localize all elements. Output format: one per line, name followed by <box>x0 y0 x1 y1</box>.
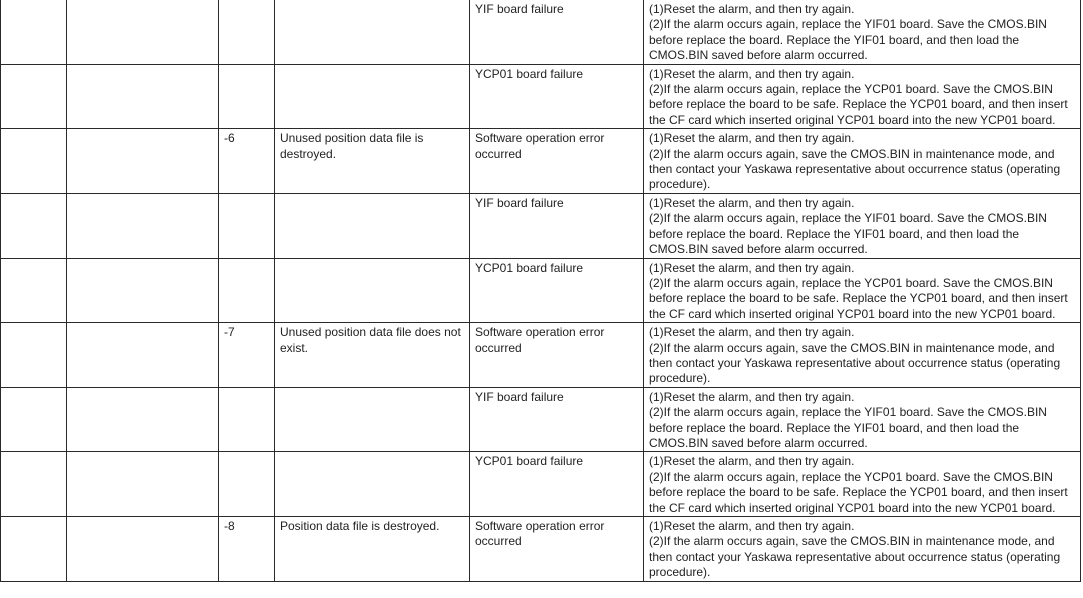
alarm-number-cell <box>1 323 67 388</box>
remedy-line: (2)If the alarm occurs again, save the CMOS.BIN in maintenance mode, and <box>649 340 1055 355</box>
table-row <box>1 323 1081 388</box>
remedy-line: (1)Reset the alarm, and then try again. <box>649 131 855 146</box>
sub-code-cell: -7 <box>219 323 275 388</box>
remedy-line: (2)If the alarm occurs again, save the CMOS.BIN in maintenance mode, and <box>649 146 1055 161</box>
remedy-line: procedure). <box>649 177 711 192</box>
remedy-line: before replace the board. Replace the YIF01 board, and then load the <box>649 32 1020 47</box>
remedy-cell <box>644 452 1081 517</box>
cause-cell: Software operation error occurred <box>470 129 644 194</box>
remedy-line: (2)If the alarm occurs again, save the CMOS.BIN in maintenance mode, and <box>649 534 1055 549</box>
remedy-cell <box>644 0 1081 64</box>
remedy-line: the CF card which inserted original YCP01 board into the new YCP01 board. <box>649 306 1056 321</box>
meaning-cell <box>275 193 470 258</box>
remedy-line: before replace the board. Replace the YIF01 board, and then load the <box>649 420 1020 435</box>
table-row <box>1 452 1081 517</box>
sub-code-cell <box>219 258 275 323</box>
remedy-line: (1)Reset the alarm, and then try again. <box>649 2 855 16</box>
table-row <box>1 258 1081 323</box>
remedy-line: CMOS.BIN saved before alarm occurred. <box>649 242 868 257</box>
sub-code-cell <box>219 64 275 129</box>
table-row <box>1 193 1081 258</box>
alarm-number-cell <box>1 258 67 323</box>
cause-cell: Software operation error occurred <box>470 517 644 582</box>
sub-code-cell <box>219 452 275 517</box>
alarm-number-cell <box>1 0 67 64</box>
cause-cell: YIF board failure <box>470 193 644 258</box>
remedy-line: (1)Reset the alarm, and then try again. <box>649 454 855 469</box>
sub-code-cell <box>219 0 275 64</box>
alarm-number-cell <box>1 193 67 258</box>
alarm-number-cell <box>1 129 67 194</box>
cause-cell: YCP01 board failure <box>470 452 644 517</box>
table-row <box>1 0 1081 64</box>
remedy-line: (2)If the alarm occurs again, replace the YCP01 board. Save the CMOS.BIN <box>649 275 1053 290</box>
sub-code-cell: -8 <box>219 517 275 582</box>
alarm-table-body <box>1 0 1081 582</box>
remedy-cell <box>644 129 1081 194</box>
alarm-name-cell <box>67 452 219 517</box>
remedy-cell <box>644 323 1081 388</box>
remedy-line: before replace the board to be safe. Replace the YCP01 board, and then insert <box>649 291 1068 306</box>
remedy-cell <box>644 64 1081 129</box>
remedy-line: before replace the board. Replace the YIF01 board, and then load the <box>649 226 1020 241</box>
remedy-line: then contact your Yaskawa representative about occurrence status (operating <box>649 355 1061 370</box>
remedy-line: (2)If the alarm occurs again, replace the YCP01 board. Save the CMOS.BIN <box>649 469 1053 484</box>
alarm-name-cell <box>67 258 219 323</box>
alarm-name-cell <box>67 0 219 64</box>
alarm-number-cell <box>1 452 67 517</box>
remedy-line: (2)If the alarm occurs again, replace the YIF01 board. Save the CMOS.BIN <box>649 405 1047 420</box>
cause-cell: YIF board failure <box>470 0 644 64</box>
alarm-number-cell <box>1 387 67 452</box>
alarm-name-cell <box>67 129 219 194</box>
remedy-line: procedure). <box>649 371 711 386</box>
table-row <box>1 129 1081 194</box>
table-row <box>1 387 1081 452</box>
table-row <box>1 517 1081 582</box>
remedy-line: the CF card which inserted original YCP01 board into the new YCP01 board. <box>649 112 1056 127</box>
cause-cell: YCP01 board failure <box>470 258 644 323</box>
sub-code-cell <box>219 387 275 452</box>
remedy-line: (1)Reset the alarm, and then try again. <box>649 66 855 81</box>
meaning-cell <box>275 258 470 323</box>
remedy-line: (2)If the alarm occurs again, replace the YCP01 board. Save the CMOS.BIN <box>649 82 1053 97</box>
meaning-cell <box>275 64 470 129</box>
remedy-cell <box>644 193 1081 258</box>
remedy-line: before replace the board to be safe. Replace the YCP01 board, and then insert <box>649 97 1068 112</box>
meaning-cell: Position data file is destroyed. <box>275 517 470 582</box>
alarm-number-cell <box>1 64 67 129</box>
meaning-cell: Unused position data file does not exist. <box>275 323 470 388</box>
sub-code-cell: -6 <box>219 129 275 194</box>
remedy-line: the CF card which inserted original YCP01 board into the new YCP01 board. <box>649 500 1056 515</box>
remedy-line: CMOS.BIN saved before alarm occurred. <box>649 435 868 450</box>
sub-code-cell <box>219 193 275 258</box>
table-row <box>1 64 1081 129</box>
remedy-line: CMOS.BIN saved before alarm occurred. <box>649 48 868 63</box>
cause-cell: Software operation error occurred <box>470 323 644 388</box>
remedy-line: (1)Reset the alarm, and then try again. <box>649 519 855 533</box>
remedy-line: (1)Reset the alarm, and then try again. <box>649 260 855 275</box>
remedy-cell <box>644 517 1081 582</box>
alarm-name-cell <box>67 64 219 129</box>
cause-cell: YCP01 board failure <box>470 64 644 129</box>
meaning-cell: Unused position data file is destroyed. <box>275 129 470 194</box>
remedy-line: (1)Reset the alarm, and then try again. <box>649 195 855 210</box>
alarm-number-cell <box>1 517 67 582</box>
alarm-name-cell <box>67 323 219 388</box>
meaning-cell <box>275 387 470 452</box>
meaning-cell <box>275 452 470 517</box>
alarm-name-cell <box>67 387 219 452</box>
cause-cell: YIF board failure <box>470 387 644 452</box>
remedy-line: (1)Reset the alarm, and then try again. <box>649 389 855 404</box>
alarm-name-cell <box>67 193 219 258</box>
remedy-line: (1)Reset the alarm, and then try again. <box>649 325 855 340</box>
remedy-line: (2)If the alarm occurs again, replace the YIF01 board. Save the CMOS.BIN <box>649 211 1047 226</box>
remedy-cell <box>644 258 1081 323</box>
remedy-line: (2)If the alarm occurs again, replace the YIF01 board. Save the CMOS.BIN <box>649 17 1047 32</box>
meaning-cell <box>275 0 470 64</box>
remedy-line: then contact your Yaskawa representative about occurrence status (operating <box>649 549 1061 564</box>
remedy-cell <box>644 387 1081 452</box>
remedy-line: before replace the board to be safe. Replace the YCP01 board, and then insert <box>649 485 1068 500</box>
alarm-name-cell <box>67 517 219 582</box>
remedy-line: procedure). <box>649 565 711 580</box>
remedy-line: then contact your Yaskawa representative about occurrence status (operating <box>649 162 1061 177</box>
